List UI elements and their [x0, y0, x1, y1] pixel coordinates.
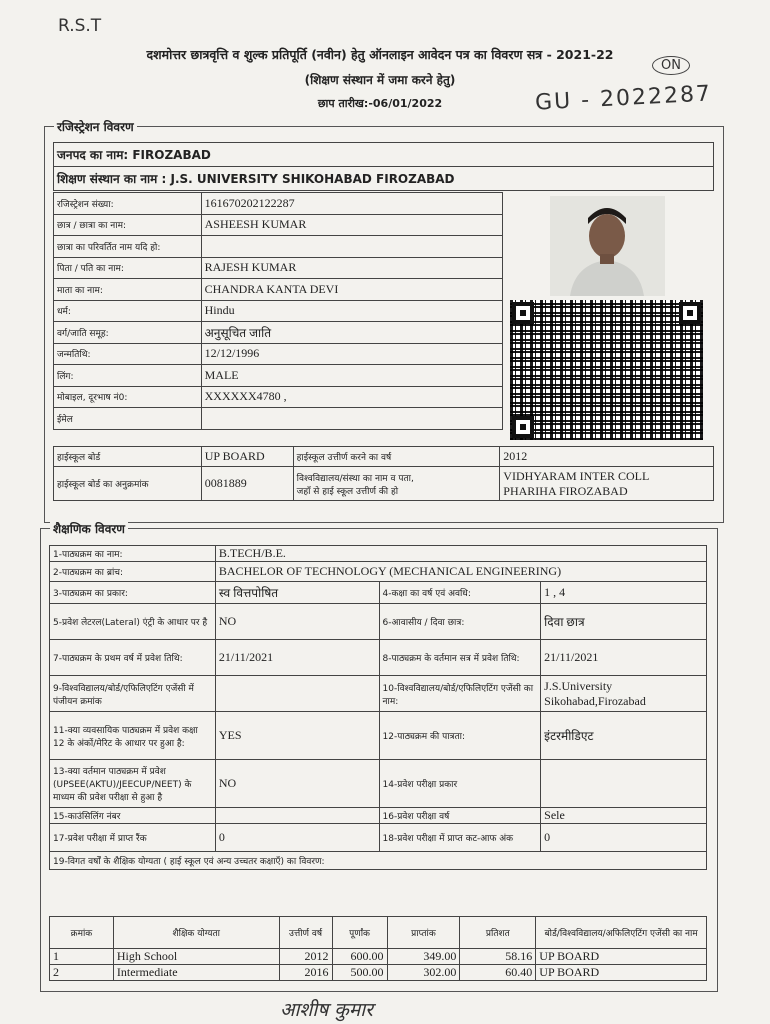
registration-row-value: MALE — [201, 365, 502, 387]
registration-row-label: जन्मतिथि: — [54, 343, 202, 365]
previous-education-row — [50, 965, 707, 981]
academic-label: 18-प्रवेश परीक्षा में प्राप्त कट-आफ अंक — [379, 824, 541, 852]
registration-row — [54, 365, 503, 387]
academic-label: 10-विश्वविद्यालय/बोर्ड/एफिलिएटिंग एजेंसी का नाम: — [379, 676, 541, 712]
academic-value: 0 — [215, 824, 379, 852]
previous-education-cell: 60.40 — [460, 965, 536, 981]
course-name-value: B.TECH/B.E. — [215, 546, 706, 562]
academic-label: 4-कक्षा का वर्ष एवं अवधि: — [379, 582, 541, 604]
qr-finder-bottom-left — [512, 416, 534, 438]
student-photo — [550, 196, 665, 296]
previous-education-cell: 2 — [50, 965, 114, 981]
academic-label: 9-विश्वविद्यालय/बोर्ड/एफिलिएटिंग एजेंसी में पंजीयन क्रमांक — [50, 676, 216, 712]
previous-education-cell: UP BOARD — [536, 949, 707, 965]
registration-row-label: छात्र / छात्रा का नाम: — [54, 214, 202, 236]
academic-value: दिवा छात्र — [541, 604, 707, 640]
registration-row-label: वर्ग/जाति समूह: — [54, 322, 202, 344]
previous-education-row — [50, 949, 707, 965]
document-title: दशमोत्तर छात्रवृत्ति व शुल्क प्रतिपूर्ति (नवीन) हेतु ऑनलाइन आवेदन पत्र का विवरण सत्र - 2021-22 — [146, 47, 614, 62]
academic-label: 7-पाठ्यक्रम के प्रथम वर्ष में प्रवेश तिथि: — [50, 640, 216, 676]
academic-value: YES — [215, 712, 379, 760]
previous-education-cell: 600.00 — [332, 949, 387, 965]
registration-row-label: पिता / पति का नाम: — [54, 257, 202, 279]
registration-row-label: रजिस्ट्रेशन संख्या: — [54, 193, 202, 215]
qr-code — [510, 300, 703, 440]
institute-line: शिक्षण संस्थान का नाम : J.S. UNIVERSITY SHIKOHABAD FIROZABAD — [54, 167, 714, 191]
previous-education-cell: Intermediate — [113, 965, 279, 981]
registration-header-table — [53, 142, 714, 191]
academic-row — [50, 676, 707, 712]
academic-label: 3-पाठ्यक्रम का प्रकार: — [50, 582, 216, 604]
course-name-label: 1-पाठ्यक्रम का नाम: — [50, 546, 216, 562]
academic-label: 6-आवासीय / दिवा छात्र: — [379, 604, 541, 640]
academic-value — [215, 808, 379, 824]
academic-label: 5-प्रवेश लेटरल(Lateral) एंट्री के आधार पर है — [50, 604, 216, 640]
academic-row — [50, 760, 707, 808]
previous-education-header: बोर्ड/विश्वविद्यालय/अफिलिएटिंग एजेंसी का नाम — [536, 917, 707, 949]
registration-row-value: ASHEESH KUMAR — [201, 214, 502, 236]
academic-value — [215, 676, 379, 712]
previous-education-title: 19-विगत वर्षों के शैक्षिक योग्यता ( हाई स्कूल एवं अन्य उच्चतर कक्षाएँ) का विवरण: — [50, 852, 707, 870]
academic-row — [50, 604, 707, 640]
registration-row-label: लिंग: — [54, 365, 202, 387]
previous-education-cell: 302.00 — [387, 965, 460, 981]
registration-row-value: RAJESH KUMAR — [201, 257, 502, 279]
academic-value: Sele — [541, 808, 707, 824]
registration-row — [54, 279, 503, 301]
registration-row — [54, 343, 503, 365]
previous-education-cell: 1 — [50, 949, 114, 965]
document-header — [60, 46, 700, 111]
registration-row-value: XXXXXX4780 , — [201, 386, 502, 408]
previous-education-cell: 2012 — [279, 949, 332, 965]
district-line: जनपद का नाम: FIROZABAD — [54, 143, 714, 167]
academic-table — [49, 545, 707, 870]
academic-label: 8-पाठ्यक्रम के वर्तमान सत्र में प्रवेश तिथि: — [379, 640, 541, 676]
academic-label: 13-क्या वर्तमान पाठ्यक्रम में प्रवेश (UPSEE(AKTU)/JEECUP/NEET) के माध्यम की प्रवेश परीक्षा से हुआ है — [50, 760, 216, 808]
hs-board-value: UP BOARD — [201, 447, 293, 467]
branch-value: BACHELOR OF TECHNOLOGY (MECHANICAL ENGINEERING) — [215, 562, 706, 582]
academic-value: 21/11/2021 — [215, 640, 379, 676]
hs-roll-label: हाईस्कूल बोर्ड का अनुक्रमांक — [54, 467, 202, 501]
academic-section-title: शैक्षणिक विवरण — [50, 520, 128, 537]
hs-board-label: हाईस्कूल बोर्ड — [54, 447, 202, 467]
registration-row — [54, 408, 503, 430]
registration-table — [53, 192, 503, 430]
academic-value: 0 — [541, 824, 707, 852]
academic-label: 14-प्रवेश परीक्षा प्रकार — [379, 760, 541, 808]
registration-row-value: 12/12/1996 — [201, 343, 502, 365]
previous-education-cell: 2016 — [279, 965, 332, 981]
document-subtitle: (शिक्षण संस्थान में जमा करने हेतु) — [304, 73, 456, 87]
previous-education-table — [49, 916, 707, 981]
registration-row — [54, 236, 503, 258]
academic-value: NO — [215, 604, 379, 640]
previous-education-cell: High School — [113, 949, 279, 965]
academic-label: 16-प्रवेश परीक्षा वर्ष — [379, 808, 541, 824]
hs-year-value: 2012 — [500, 447, 714, 467]
hs-school-label-1: विश्वविद्यालय/संस्था का नाम व पता, — [296, 473, 414, 484]
highschool-table — [53, 446, 714, 501]
academic-label: 12-पाठ्यक्रम की पात्रता: — [379, 712, 541, 760]
student-photo-image — [550, 196, 665, 296]
academic-label: 17-प्रवेश परीक्षा में प्राप्त रैंक — [50, 824, 216, 852]
print-date: छाप तारीख:-06/01/2022 — [317, 97, 443, 110]
previous-education-header: क्रमांक — [50, 917, 114, 949]
previous-education-header: पूर्णांक — [332, 917, 387, 949]
previous-education-cell: 500.00 — [332, 965, 387, 981]
registration-row-value — [201, 236, 502, 258]
registration-row-value — [201, 408, 502, 430]
student-signature: आशीष कुमार — [280, 999, 373, 1021]
academic-value — [541, 760, 707, 808]
registration-row — [54, 193, 503, 215]
academic-row — [50, 808, 707, 824]
academic-value: इंटरमीडिएट — [541, 712, 707, 760]
academic-row — [50, 712, 707, 760]
registration-row-label: मोबाइल, दूरभाष नं0: — [54, 386, 202, 408]
academic-value: 1 , 4 — [541, 582, 707, 604]
previous-education-header: शैक्षिक योग्यता — [113, 917, 279, 949]
branch-label: 2-पाठ्यक्रम का ब्रांच: — [50, 562, 216, 582]
academic-value: स्व वित्तपोषित — [215, 582, 379, 604]
registration-row-value: Hindu — [201, 300, 502, 322]
academic-value: J.S.University Sikohabad,Firozabad — [541, 676, 707, 712]
registration-row-label: धर्म: — [54, 300, 202, 322]
registration-row — [54, 214, 503, 236]
registration-row-label: छात्रा का परिवर्तित नाम यदि हो: — [54, 236, 202, 258]
previous-education-header: प्रतिशत — [460, 917, 536, 949]
academic-label: 15-काउंसिलिंग नंबर — [50, 808, 216, 824]
registration-row — [54, 322, 503, 344]
registration-row-label: माता का नाम: — [54, 279, 202, 301]
hs-roll-value: 0081889 — [201, 467, 293, 501]
academic-row — [50, 824, 707, 852]
academic-row — [50, 582, 707, 604]
registration-row — [54, 386, 503, 408]
annotation-rst: R.S.T — [58, 16, 102, 36]
registration-row — [54, 257, 503, 279]
academic-label: 11-क्या व्यवसायिक पाठ्यक्रम में प्रवेश कक्षा 12 के अंकों/मेरिट के आधार पर हुआ है: — [50, 712, 216, 760]
qr-finder-top-right — [679, 302, 701, 324]
academic-value: NO — [215, 760, 379, 808]
previous-education-cell: 349.00 — [387, 949, 460, 965]
hs-school-label-2: जहाँ से हाई स्कूल उत्तीर्ण की हो — [296, 486, 399, 497]
registration-row-value: 161670202122287 — [201, 193, 502, 215]
previous-education-cell: UP BOARD — [536, 965, 707, 981]
academic-value: 21/11/2021 — [541, 640, 707, 676]
hs-school-value-2: PHARIHA FIROZABAD — [503, 483, 628, 498]
academic-row — [50, 640, 707, 676]
qr-finder-top-left — [512, 302, 534, 324]
annotation-circle: ON — [652, 56, 690, 75]
annotation-app-number: GU - 2022287 — [534, 81, 713, 116]
hs-school-value-1: VIDHYARAM INTER COLL — [503, 468, 650, 483]
registration-row-label: ईमेल — [54, 408, 202, 430]
previous-education-cell: 58.16 — [460, 949, 536, 965]
previous-education-header: प्राप्तांक — [387, 917, 460, 949]
registration-row-value: CHANDRA KANTA DEVI — [201, 279, 502, 301]
previous-education-header: उत्तीर्ण वर्ष — [279, 917, 332, 949]
hs-year-label: हाईस्कूल उत्तीर्ण करने का वर्ष — [293, 447, 500, 467]
registration-section-title: रजिस्ट्रेशन विवरण — [54, 118, 137, 135]
registration-row — [54, 300, 503, 322]
registration-row-value: अनुसूचित जाति — [201, 322, 502, 344]
